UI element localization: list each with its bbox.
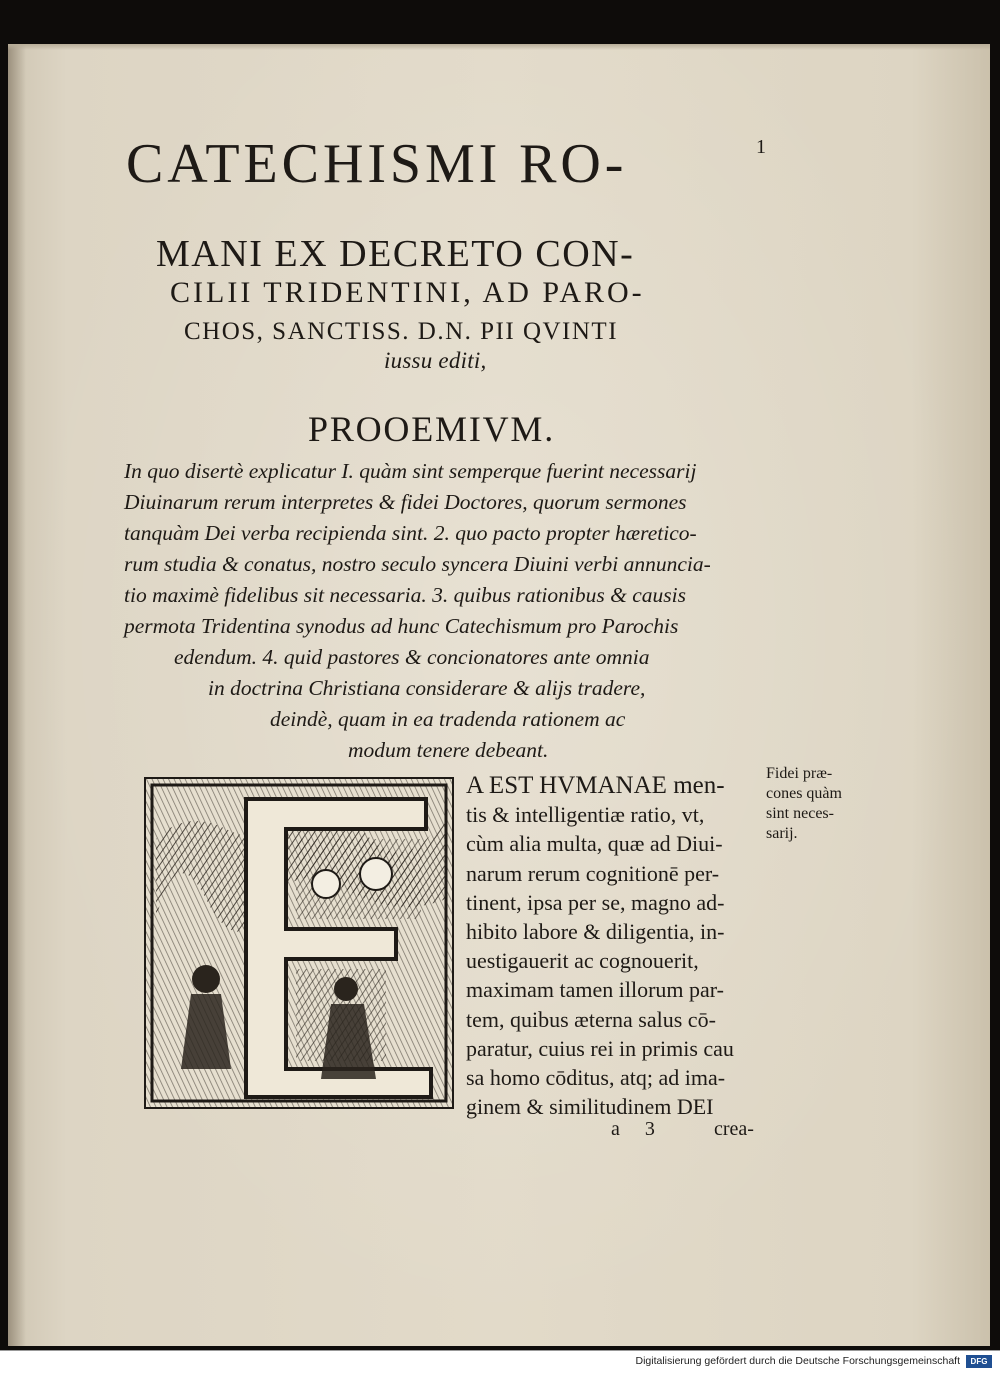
- footer-bar: [0, 1350, 1000, 1374]
- book-page: [8, 44, 990, 1346]
- title-line-5: iussu editi,: [384, 348, 487, 373]
- margin-note-line: cones quàm: [766, 785, 842, 802]
- body-line: sa homo cōditus, atq; ad ima-: [466, 1065, 726, 1091]
- body-line: narum rerum cognitionē per-: [466, 860, 720, 886]
- summary-line: In quo disertè explicatur I. quàm sint semperque fuerint necessarij: [124, 459, 697, 483]
- body-line: A EST HVMANAE men-: [466, 772, 725, 799]
- decorated-initial-E-icon: [146, 779, 452, 1107]
- body-paragraph: [466, 771, 776, 1121]
- body-line: paratur, cuius rei in primis cau: [466, 1035, 734, 1061]
- page-number: 1: [756, 136, 766, 158]
- body-line: tis & intelligentiæ ratio, vt,: [466, 802, 705, 828]
- title-line-3: CILII TRIDENTINI, AD PARO-: [170, 276, 645, 309]
- section-heading: PROOEMIVM.: [308, 409, 556, 449]
- title-line-4: CHOS, SANCTISS. D.N. PII QVINTI: [184, 318, 619, 345]
- summary-line: rum studia & conatus, nostro seculo syncera Diuini verbi annuncia-: [124, 552, 711, 576]
- title-line-1: CATECHISMI RO-: [126, 133, 628, 195]
- margin-note-line: Fidei præ-: [766, 765, 833, 782]
- margin-note-line: sint neces-: [766, 805, 834, 822]
- summary-line: deindè, quam in ea tradenda rationem ac: [270, 707, 626, 731]
- summary-line: in doctrina Christiana considerare & alijs tradere,: [208, 676, 646, 700]
- summary-line: edendum. 4. quid pastores & concionatores ante omnia: [174, 645, 650, 669]
- title-line-2: MANI EX DECRETO CON-: [156, 233, 635, 275]
- page-top-edge: [8, 44, 990, 50]
- margin-note: [766, 764, 876, 844]
- woodcut-initial: [144, 777, 454, 1109]
- summary-line: permota Tridentina synodus ad hunc Catechismum pro Parochis: [124, 614, 679, 638]
- summary-paragraph: [124, 456, 774, 766]
- summary-line: Diuinarum rerum interpretes & fidei Doctores, quorum sermones: [124, 490, 687, 514]
- body-line: tem, quibus æterna salus cō-: [466, 1006, 716, 1032]
- summary-line: modum tenere debeant.: [348, 738, 549, 762]
- body-line: uestigauerit ac cognouerit,: [466, 948, 699, 974]
- body-line: ginem & similitudinem DEI: [466, 1094, 714, 1120]
- summary-line: tanquàm Dei verba recipienda sint. 2. quo pacto propter hæretico-: [124, 521, 697, 545]
- signature-mark: a 3: [611, 1118, 665, 1140]
- page-gutter-shadow: [8, 44, 26, 1346]
- body-line: tinent, ipsa per se, magno ad-: [466, 889, 725, 915]
- dfg-logo-icon[interactable]: DFG: [966, 1355, 992, 1368]
- catchword: crea-: [714, 1118, 754, 1140]
- summary-line: tio maximè fidelibus sit necessaria. 3. quibus rationibus & causis: [124, 583, 686, 607]
- margin-note-line: sarij.: [766, 825, 798, 842]
- funding-credit-link[interactable]: Digitalisierung gefördert durch die Deutsche Forschungsgemeinschaft: [635, 1355, 960, 1367]
- body-line: cùm alia multa, quæ ad Diui-: [466, 831, 723, 857]
- body-line: maximam tamen illorum par-: [466, 977, 724, 1003]
- body-line: hibito labore & diligentia, in-: [466, 919, 725, 945]
